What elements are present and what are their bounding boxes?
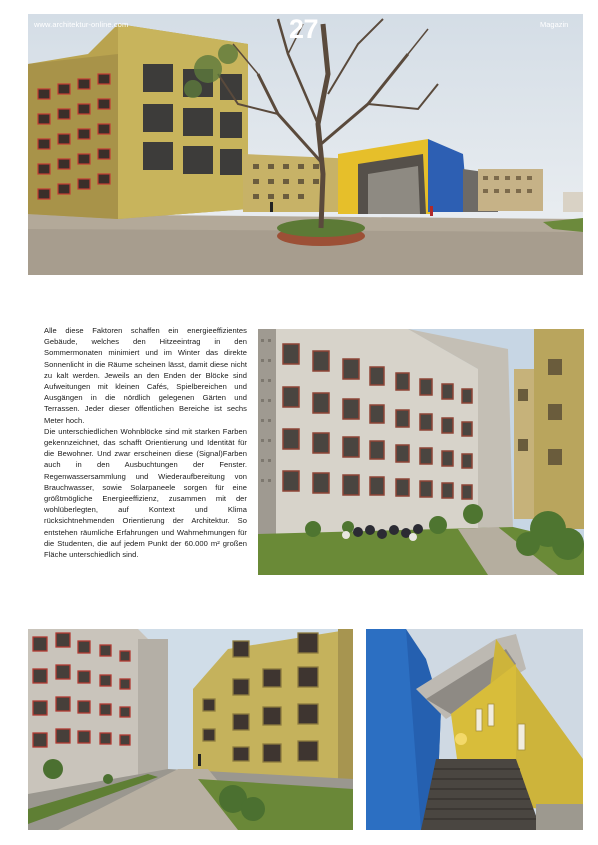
article-paragraph: Die unterschiedlichen Wohnblöcke sind mit starken Farben gekennzeichnet, das schafft Orientierung und Identität für die Bewohner. Und zwar erscheinen diese (Signal)Farben auch in den Ausbuchtungen der Fenster. Regenwassersammlung und Wiederaufbereitung von Brauchwasser, sowie Solarpaneele sorgen für eine größtmögliche Energieeffizienz, zusammen mit der wohlüberlegten, auf Kontext und Klima rücksichtnehmenden Orientierung der Architektur. So entstehen räumliche Erfahrungen und Wahrnehmungen für die Studenten, die auf jedem Punkt der 60.000 m² großen Fläche unterschiedlich sind. [44, 426, 247, 560]
page-number: 27 [289, 14, 319, 44]
photo-campus-plaza [28, 14, 583, 275]
article-body [44, 325, 247, 560]
photo-walkway-blocks [28, 629, 353, 830]
header-website-url: www.architektur-online.com [34, 20, 129, 29]
article-paragraph: Alle diese Faktoren schaffen ein energieeffizientes Gebäude, welches den Hitzeeintrag in den Sommermonaten minimiert und im Winter das direkte Sonnenlicht in die Räume scheinen lässt, damit diese nicht zu kalt werden. Jeweils an den Enden der Blöcke sind Aufweitungen mit kleinen Cafés, Spielbereichen und Ausgängen in die nördlich gelegenen Gärten und Terrassen. Jeder dieser öffentlichen Bereiche ist sechs Meter hoch. [44, 326, 247, 425]
header-section-label: Magazin [540, 20, 569, 29]
photo-stair-entrance [366, 629, 583, 830]
photo-residential-block-lawn [258, 329, 584, 575]
